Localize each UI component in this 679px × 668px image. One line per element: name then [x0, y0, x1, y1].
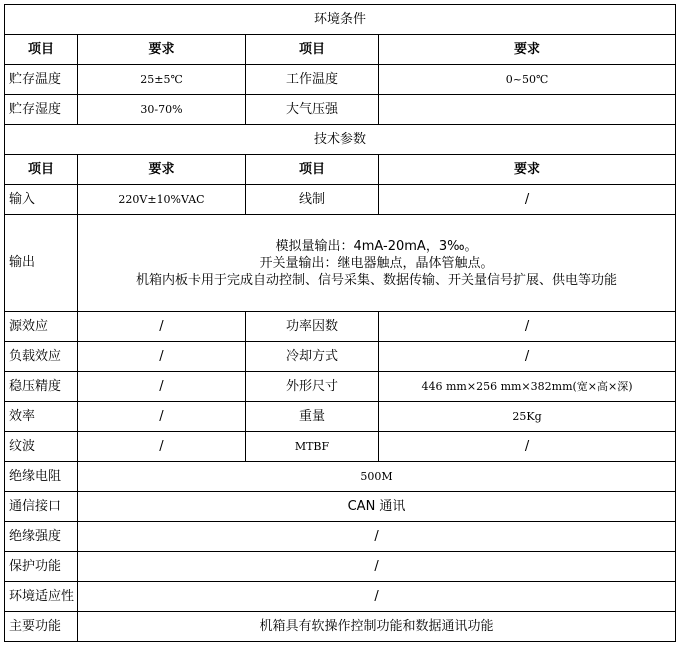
row-label: 输入: [5, 185, 78, 215]
header-requirement: 要求: [78, 155, 246, 185]
table-row: [5, 342, 676, 372]
row-value: 25±5℃: [78, 65, 246, 95]
row-value: /: [379, 432, 676, 462]
table-row: [5, 95, 676, 125]
env-header-row: [5, 35, 676, 65]
table-row: [5, 582, 676, 612]
tech-title-row: [5, 125, 676, 155]
row-label: 输出: [5, 215, 78, 312]
row-label: 冷却方式: [246, 342, 379, 372]
table-row: [5, 462, 676, 492]
output-line: 开关量输出：继电器触点，晶体管触点。: [259, 255, 494, 271]
output-description: [78, 215, 676, 312]
table-row: [5, 65, 676, 95]
header-item: 项目: [5, 155, 78, 185]
row-label: 稳压精度: [5, 372, 78, 402]
row-value: /: [78, 582, 676, 612]
row-label: 线制: [246, 185, 379, 215]
row-value: /: [379, 312, 676, 342]
row-label: 源效应: [5, 312, 78, 342]
row-value: 0~50℃: [379, 65, 676, 95]
row-value: 25Kg: [379, 402, 676, 432]
row-value: /: [78, 312, 246, 342]
header-item: 项目: [246, 35, 379, 65]
row-value: /: [78, 372, 246, 402]
row-value: /: [78, 522, 676, 552]
env-title-row: [5, 5, 676, 35]
row-label: 环境适应性: [5, 582, 78, 612]
tech-header-row: [5, 155, 676, 185]
row-value: 220V±10%VAC: [78, 185, 246, 215]
row-label: 绝缘电阻: [5, 462, 78, 492]
row-value: 机箱具有软操作控制功能和数据通讯功能: [78, 612, 676, 642]
table-row: [5, 552, 676, 582]
output-row: [5, 215, 676, 312]
header-item: 项目: [246, 155, 379, 185]
table-row: [5, 372, 676, 402]
row-label: 纹波: [5, 432, 78, 462]
table-row: [5, 185, 676, 215]
row-label: 贮存湿度: [5, 95, 78, 125]
row-label: 重量: [246, 402, 379, 432]
row-label: 贮存温度: [5, 65, 78, 95]
row-value: /: [379, 342, 676, 372]
row-label: 效率: [5, 402, 78, 432]
row-value: 30-70%: [78, 95, 246, 125]
row-value: /: [78, 432, 246, 462]
row-label: 负载效应: [5, 342, 78, 372]
table-row: [5, 402, 676, 432]
header-item: 项目: [5, 35, 78, 65]
output-line: 模拟量输出：4mA-20mA，3‰。: [275, 238, 478, 254]
table-row: [5, 312, 676, 342]
spec-table: [4, 4, 676, 642]
row-label: 功率因数: [246, 312, 379, 342]
header-requirement: 要求: [78, 35, 246, 65]
row-label: 保护功能: [5, 552, 78, 582]
row-label: 外形尺寸: [246, 372, 379, 402]
table-row: [5, 522, 676, 552]
row-value: CAN 通讯: [78, 492, 676, 522]
row-label: 工作温度: [246, 65, 379, 95]
row-label: 通信接口: [5, 492, 78, 522]
row-label: MTBF: [246, 432, 379, 462]
output-line: 机箱内板卡用于完成自动控制、信号采集、数据传输、开关量信号扩展、供电等功能: [136, 272, 618, 288]
row-value: 446 mm×256 mm×382mm(宽×高×深): [379, 372, 676, 402]
row-value: /: [379, 185, 676, 215]
row-label: 绝缘强度: [5, 522, 78, 552]
row-label: 主要功能: [5, 612, 78, 642]
table-row: [5, 612, 676, 642]
row-value: 500M: [78, 462, 676, 492]
row-value: /: [78, 402, 246, 432]
header-requirement: 要求: [379, 35, 676, 65]
row-value: [379, 95, 676, 125]
table-row: [5, 432, 676, 462]
tech-section-title: 技术参数: [5, 125, 676, 155]
row-label: 大气压强: [246, 95, 379, 125]
header-requirement: 要求: [379, 155, 676, 185]
table-row: [5, 492, 676, 522]
row-value: /: [78, 342, 246, 372]
row-value: /: [78, 552, 676, 582]
env-section-title: 环境条件: [5, 5, 676, 35]
